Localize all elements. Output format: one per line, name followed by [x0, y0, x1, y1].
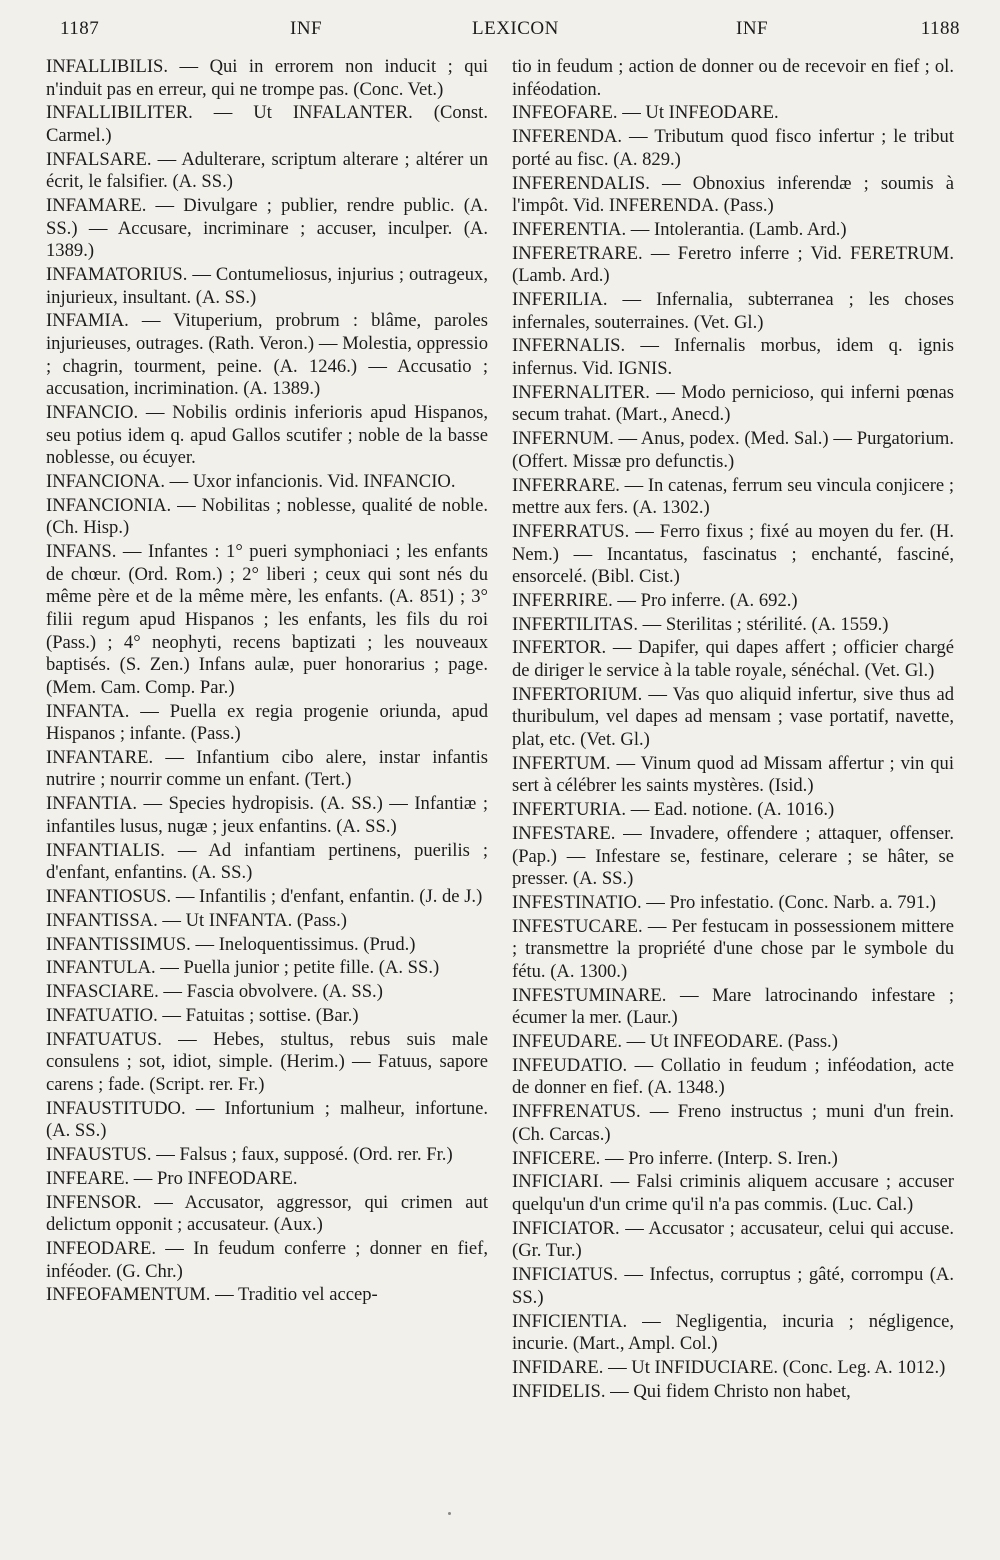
- dictionary-entry: INFFRENATUS. — Freno instructus ; muni d'un frein. (Ch. Carcas.): [512, 1101, 954, 1145]
- dictionary-entry: INFANCIO. — Nobilis ordinis inferioris apud Hispanos, seu potius idem q. apud Gallos scutifer ; noble de la basse noblesse, ou écuyer.: [46, 402, 488, 469]
- dictionary-entry: INFANTARE. — Infantium cibo alere, instar infantis nutrire ; nourrir comme un enfant. (Tert.): [46, 746, 488, 791]
- dictionary-entry: INFAUSTITUDO. — Infortunium ; malheur, infortune. (A. SS.): [46, 1097, 488, 1142]
- dictionary-entry: INFASCIARE. — Fascia obvolvere. (A. SS.): [46, 981, 383, 1003]
- dictionary-entry: INFERRARE. — In catenas, ferrum seu vincula conjicere ; mettre aux fers. (A. 1302.): [512, 474, 954, 519]
- right-running-head: INF: [736, 18, 769, 39]
- dictionary-entry: INFICIATOR. — Accusator ; accusateur, celui qui accuse. (Gr. Tur.): [512, 1217, 954, 1262]
- left-page-number: 1187: [60, 18, 100, 39]
- dictionary-entry: INFANTISSIMUS. — Ineloquentissimus. (Prud.): [46, 933, 416, 955]
- dictionary-entry: INFERILIA. — Infernalia, subterranea ; les choses infernales, souterraines. (Vet. Gl.): [512, 289, 954, 333]
- dictionary-entry: INFICIENTIA. — Negligentia, incuria ; négligence, incurie. (Mart., Ampl. Col.): [512, 1310, 954, 1355]
- dictionary-entry: INFEOFAMENTUM. — Traditio vel accep-: [46, 1284, 378, 1306]
- dictionary-entry: INFERTUM. — Vinum quod ad Missam affertur ; vin qui sert à célébrer les saints mystères. (Isid.): [512, 752, 954, 797]
- dictionary-entry: INFERENDALIS. — Obnoxius inferendæ ; soumis à l'impôt. Vid. INFERENDA. (Pass.): [512, 172, 954, 217]
- dictionary-entry: INFANTIOSUS. — Infantilis ; d'enfant, enfantin. (J. de J.): [46, 886, 483, 907]
- dictionary-entry: INFALSARE. — Adulterare, scriptum alterare ; altérer un écrit, le falsifier. (A. SS.): [46, 148, 488, 193]
- dictionary-entry: INFALLIBILITER. — Ut INFALANTER. (Const. Carmel.): [46, 102, 488, 146]
- dictionary-entry: INFANCIONA. — Uxor infancionis. Vid. INFANCIO.: [46, 471, 456, 492]
- dictionary-entry: INFEOFARE. — Ut INFEODARE.: [512, 102, 779, 124]
- dictionary-entry: INFERENDA. — Tributum quod fisco infertur ; le tribut porté au fisc. (A. 829.): [512, 126, 954, 170]
- dictionary-entry: INFANTIALIS. — Ad infantiam pertinens, puerilis ; d'enfant, enfantins. (A. SS.): [46, 839, 488, 884]
- dictionary-entry: INFERETRARE. — Feretro inferre ; Vid. FERETRUM. (Lamb. Ard.): [512, 242, 954, 287]
- dictionary-entry: INFESTUMINARE. — Mare latrocinando infestare ; écumer la mer. (Laur.): [512, 984, 954, 1029]
- dictionary-entry: INFESTARE. — Invadere, offendere ; attaquer, offenser. (Pap.) — Infestare se, festinare, celerare ; se hâter, se presser. (A. SS.): [512, 822, 954, 890]
- dictionary-entry: INFANCIONIA. — Nobilitas ; noblesse, qualité de noble. (Ch. Hisp.): [46, 494, 488, 539]
- dictionary-entry: INFALLIBILIS. — Qui in errorem non inducit ; qui n'induit pas en erreur, qui ne trompe pas. (Conc. Vet.): [46, 56, 488, 100]
- dictionary-entry: INFERTILITAS. — Sterilitas ; stérilité. (A. 1559.): [512, 613, 889, 635]
- left-column: [46, 56, 488, 1496]
- page-header: [60, 18, 960, 48]
- dictionary-entry: INFATUATIO. — Fatuitas ; sottise. (Bar.): [46, 1004, 359, 1026]
- right-column: [512, 56, 954, 1496]
- dictionary-entry: INFERRATUS. — Ferro fixus ; fixé au moyen du fer. (H. Nem.) — Incantatus, fascinatus ; enchanté, fasciné, ensorcelé. (Bibl. Cist.): [512, 520, 954, 588]
- dictionary-entry: INFERTORIUM. — Vas quo aliquid infertur, sive thus ad thuribulum, vel dapes ad mensam ; vase portatif, navette, plat, etc. (Vet. Gl.): [512, 683, 954, 751]
- page-speck: [448, 1512, 451, 1515]
- dictionary-entry: INFICIARI. — Falsi criminis aliquem accusare ; accuser quelqu'un d'un crime qu'il n'a pas commis. (Luc. Cal.): [512, 1171, 954, 1215]
- dictionary-entry: INFAUSTUS. — Falsus ; faux, supposé. (Ord. rer. Fr.): [46, 1144, 453, 1166]
- right-page-number: 1188: [920, 18, 960, 39]
- left-running-head: INF: [290, 18, 323, 39]
- dictionary-entry: INFEARE. — Pro INFEODARE.: [46, 1167, 298, 1189]
- dictionary-entry: INFANS. — Infantes : 1° pueri symphoniaci ; les enfants de chœur. (Ord. Rom.) ; 2° liberi ; ceux qui sont nés du même père et de la même mère, les enfants. (A. 851) ; 3° filii regum apud Hispanos ; les enfants, les fils du roi (Pass.) ; 4° neophyti, recens baptizati ; les nouveaux baptisés. (S. Zen.) Infans aulæ, puer honorarius ; page. (Mem. Cam. Comp. Par.): [46, 541, 488, 698]
- dictionary-entry: tio in feudum ; action de donner ou de recevoir en fief ; ol. inféodation.: [512, 56, 954, 100]
- dictionary-entry: INFATUATUS. — Hebes, stultus, rebus suis male consulens ; sot, idiot, simple. (Herim.) — Fatuus, sapore carens ; fade. (Script. rer. Fr.): [46, 1028, 488, 1095]
- dictionary-entry: INFERTURIA. — Ead. notione. (A. 1016.): [512, 799, 835, 821]
- dictionary-entry: INFESTINATIO. — Pro infestatio. (Conc. Narb. a. 791.): [512, 891, 936, 913]
- dictionary-entry: INFESTUCARE. — Per festucam in possessionem mittere ; transmettre la propriété d'une chose par le symbole du fétu. (A. 1300.): [512, 915, 954, 982]
- dictionary-entry: INFERTOR. — Dapifer, qui dapes affert ; officier chargé de diriger le service à la table royale, sénéchal. (Vet. Gl.): [512, 637, 954, 682]
- dictionary-entry: INFAMARE. — Divulgare ; publier, rendre public. (A. SS.) — Accusare, incriminare ; accuser, inculper. (A. 1389.): [46, 195, 488, 262]
- dictionary-entry: INFAMIA. — Vituperium, probrum : blâme, paroles injurieuses, outrages. (Rath. Veron.) — Molestia, oppressio ; chagrin, tourment, peine. (A. 1246.) — Accusatio ; accusation, incrimination. (A. 1389.): [46, 310, 488, 400]
- dictionary-entry: INFERRIRE. — Pro inferre. (A. 692.): [512, 589, 798, 611]
- dictionary-entry: INFIDELIS. — Qui fidem Christo non habet,: [512, 1380, 851, 1402]
- dictionary-entry: INFERENTIA. — Intolerantia. (Lamb. Ard.): [512, 218, 847, 240]
- dictionary-entry: INFEODARE. — In feudum conferre ; donner en fief, inféoder. (G. Chr.): [46, 1237, 488, 1282]
- dictionary-entry: INFERNUM. — Anus, podex. (Med. Sal.) — Purgatorium. (Offert. Missæ pro defunctis.): [512, 428, 954, 472]
- dictionary-entry: INFERNALITER. — Modo pernicioso, qui inferni pœnas secum trahat. (Mart., Anecd.): [512, 381, 954, 426]
- dictionary-entry: INFAMATORIUS. — Contumeliosus, injurius ; outrageux, injurieux, insultant. (A. SS.): [46, 264, 488, 308]
- dictionary-entry: INFICERE. — Pro inferre. (Interp. S. Iren.): [512, 1147, 838, 1169]
- dictionary-entry: INFEUDARE. — Ut INFEODARE. (Pass.): [512, 1031, 838, 1053]
- dictionary-entry: INFANTULA. — Puella junior ; petite fille. (A. SS.): [46, 957, 440, 979]
- dictionary-entry: INFENSOR. — Accusator, aggressor, qui crimen aut delictum opponit ; accusateur. (Aux.): [46, 1191, 488, 1236]
- center-running-title: LEXICON: [472, 18, 559, 39]
- dictionary-entry: INFEUDATIO. — Collatio in feudum ; inféodation, acte de donner en fief. (A. 1348.): [512, 1054, 954, 1099]
- dictionary-entry: INFANTIA. — Species hydropisis. (A. SS.) — Infantiæ ; infantiles lusus, nugæ ; jeux enfantins. (A. SS.): [46, 793, 488, 837]
- dictionary-entry: INFERNALIS. — Infernalis morbus, idem q. ignis infernus. Vid. IGNIS.: [512, 335, 954, 380]
- dictionary-entry: INFANTISSA. — Ut INFANTA. (Pass.): [46, 909, 348, 931]
- dictionary-entry: INFANTA. — Puella ex regia progenie oriunda, apud Hispanos ; infante. (Pass.): [46, 700, 488, 745]
- dictionary-entry: INFIDARE. — Ut INFIDUCIARE. (Conc. Leg. A. 1012.): [512, 1356, 946, 1378]
- dictionary-entry: INFICIATUS. — Infectus, corruptus ; gâté, corrompu (A. SS.): [512, 1264, 954, 1308]
